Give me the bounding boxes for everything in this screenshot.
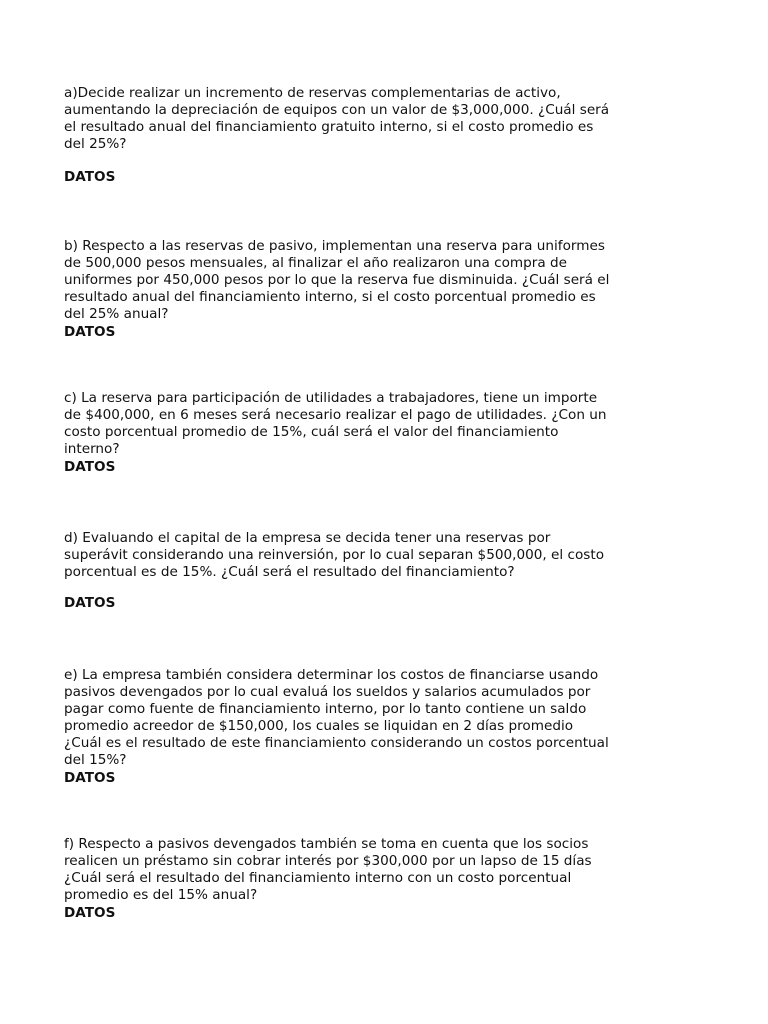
problem-b-datos-label: DATOS [64, 324, 116, 340]
problem-b-text: b) Respecto a las reservas de pasivo, implementan una reserva para uniformes de 500,000 pesos mensuales, al finalizar el año realizaron una compra de uniformes por 450,000 pesos por lo que la reserva fue disminuida. ¿Cuál será el resultado anual del financiamiento interno, si el costo porcentual promedio es del 25% anual? [64, 238, 610, 322]
problem-c-datos-label: DATOS [64, 459, 116, 475]
problem-e-datos-label: DATOS [64, 770, 116, 786]
problem-d-datos-label: DATOS [64, 595, 116, 611]
problem-e-text: e) La empresa también considera determinar los costos de financiarse usando pasivos devengados por lo cual evaluá los sueldos y salarios acumulados por pagar como fuente de financiamiento interno, por lo tanto contiene un saldo promedio acreedor de $150,000, los cuales se liquidan en 2 días promedio ¿Cuál es el resultado de este financiamiento considerando un costos porcentual del 15%? [64, 667, 609, 768]
problem-a-datos-label: DATOS [64, 169, 116, 185]
problem-f-text: f) Respecto a pasivos devengados también se toma en cuenta que los socios realicen un préstamo sin cobrar interés por $300,000 por un lapso de 15 días ¿Cuál será el resultado del financiamiento interno con un costo porcentual promedio es del 15% anual? [64, 836, 592, 903]
problem-d-text: d) Evaluando el capital de la empresa se decida tener una reservas por superávit considerando una reinversión, por lo cual separan $500,000, el costo porcentual es de 15%. ¿Cuál será el resultado del financiamiento? [64, 530, 605, 580]
problem-a-text: a)Decide realizar un incremento de reservas complementarias de activo, aumentando la depreciación de equipos con un valor de $3,000,000. ¿Cuál será el resultado anual del financiamiento gratuito interno, si el costo promedio es del 25%? [64, 85, 610, 152]
problem-f-datos-label: DATOS [64, 905, 116, 921]
problem-c-text: c) La reserva para participación de utilidades a trabajadores, tiene un importe de $400,000, en 6 meses será necesario realizar el pago de utilidades. ¿Con un costo porcentual promedio de 15%, cuál será el valor del financiamiento interno? [64, 390, 607, 457]
